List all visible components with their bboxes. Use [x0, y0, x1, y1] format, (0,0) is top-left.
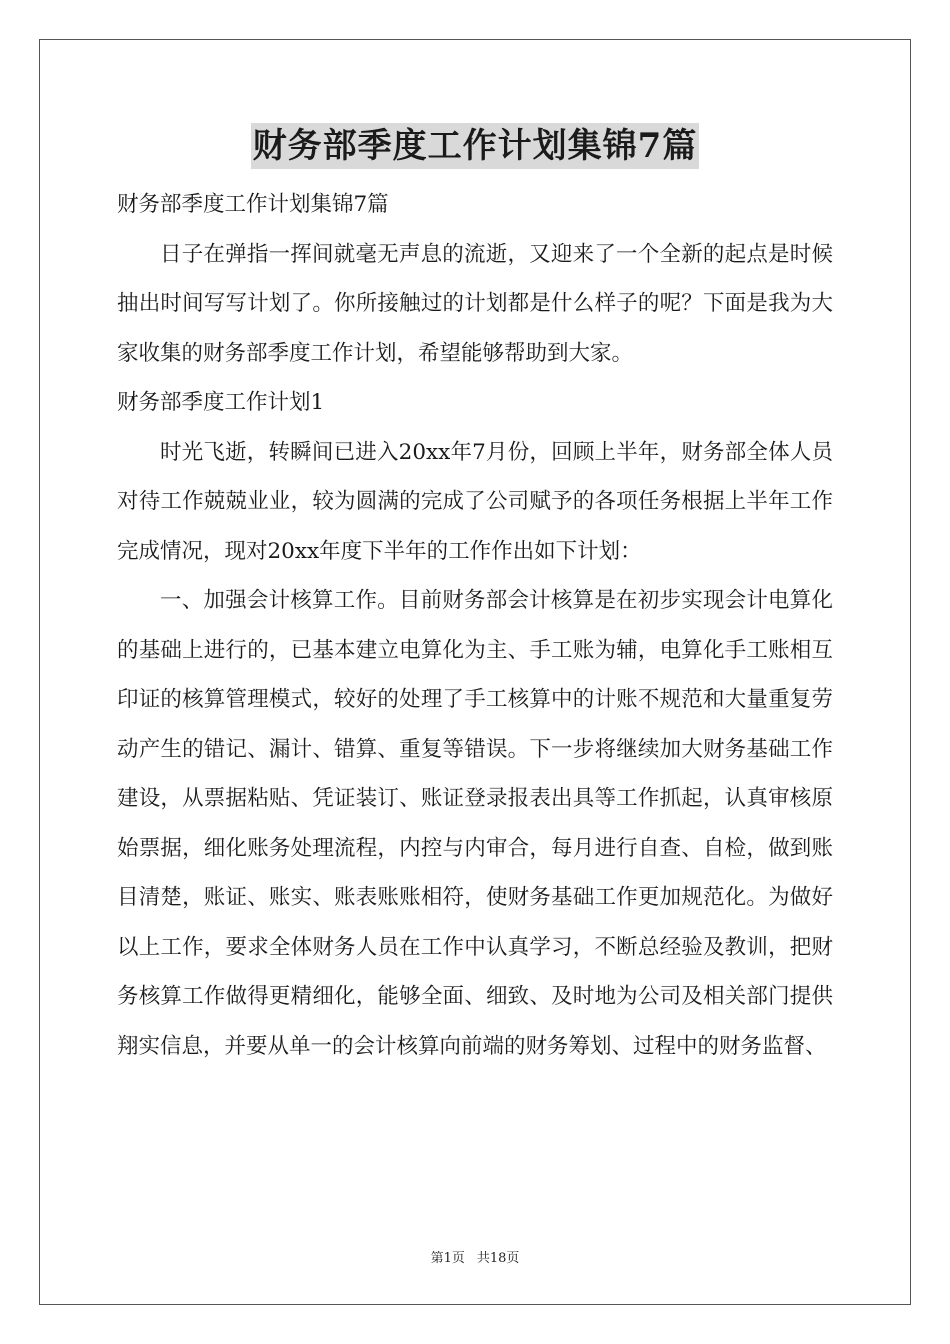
document-subtitle: 财务部季度工作计划集锦7篇 — [117, 192, 389, 217]
page-total: 共18页 — [476, 1251, 520, 1266]
page-number: 第1页 — [430, 1251, 465, 1266]
body-paragraph-2: 一、加强会计核算工作。目前财务部会计核算是在初步实现会计电算化的基础上进行的，已基本建立电算化为主、手工账为辅，电算化手工账相互印证的核算管理模式，较好的处理了手工核算中的计账不规范和大量重复劳动产生的错记、漏计、错算、重复等错误。下一步将继续加大财务基础工作建设，从票据粘贴、凭证装订、账证登录报表出具等工作抓起，认真审核原始票据，细化账务处理流程，内控与内审合，每月进行自查、自检，做到账目清楚，账证、账实、账表账账相符，使财务基础工作更加规范化。为做好以上工作，要求全体财务人员在工作中认真学习，不断总经验及教训，把财务核算工作做得更精细化，能够全面、细致、及时地为公司及相关部门提供翔实信息，并要从单一的会计核算向前端的财务筹划、过程中的财务监督、 — [117, 588, 833, 1059]
body-paragraph-1: 时光飞逝，转瞬间已进入20xx年7月份，回顾上半年，财务部全体人员对待工作兢兢业业，较为圆满的完成了公司赋予的各项任务根据上半年工作完成情况，现对20xx年度下半年的工作作出如下计划： — [117, 439, 833, 564]
title-container — [0, 123, 950, 169]
section-heading: 财务部季度工作计划1 — [117, 390, 325, 415]
intro-paragraph: 日子在弹指一挥间就毫无声息的流逝，又迎来了一个全新的起点是时候抽出时间写写计划了。你所接触过的计划都是什么样子的呢？下面是我为大家收集的财务部季度工作计划，希望能够帮助到大家。 — [117, 241, 833, 366]
document-body — [117, 180, 833, 1071]
page-footer — [0, 1247, 950, 1266]
document-title: 财务部季度工作计划集锦7篇 — [251, 123, 700, 169]
